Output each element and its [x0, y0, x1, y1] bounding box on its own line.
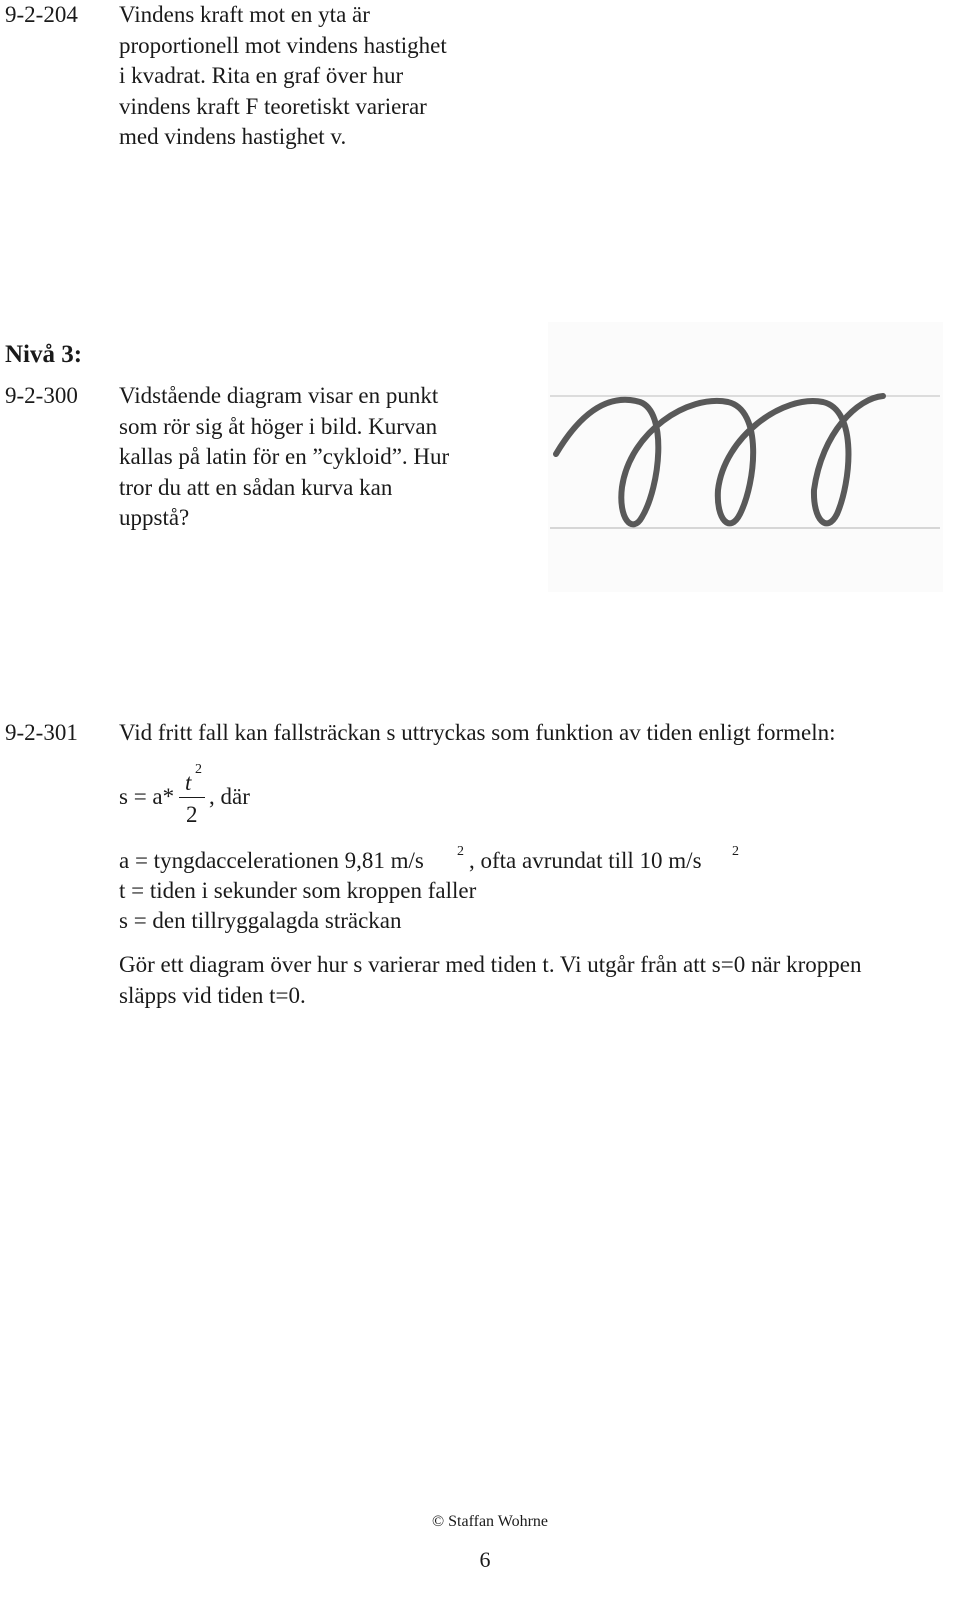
cycloid-sketch: [548, 322, 943, 592]
exercise-300-line: som rör sig åt höger i bild. Kurvan: [119, 413, 438, 439]
exercise-300-line: uppstå?: [119, 505, 190, 530]
definition-a-exponent-2: 2: [732, 844, 739, 859]
exercise-300-line: Vidstående diagram visar en punkt: [119, 383, 439, 408]
definition-a-main: a = tyngdaccelerationen 9,81 m/s: [119, 848, 424, 873]
exercise-204-line: i kvadrat. Rita en graf över hur: [119, 63, 404, 88]
definition-s: s = den tillryggalagda sträckan: [119, 908, 402, 933]
definition-a-rest: [469, 846, 702, 877]
formula-exponent: 2: [195, 762, 202, 777]
exercise-301-task-line: Gör ett diagram över hur s varierar med tiden t. Vi utgår från att s=0 när kroppen: [119, 952, 862, 977]
page-number: 6: [479, 1547, 491, 1572]
definition-a: [119, 846, 424, 877]
fraction-bar: [179, 797, 205, 798]
level-heading: Nivå 3:: [5, 341, 83, 368]
exercise-204-line: vindens kraft F teoretiskt varierar: [119, 93, 427, 119]
exercise-204-line: Vindens kraft mot en yta är: [119, 2, 370, 27]
definition-t: t = tiden i sekunder som kroppen faller: [119, 878, 477, 903]
formula-numerator: t: [185, 770, 192, 795]
exercise-300-line: kallas på latin för en ”cykloid”. Hur: [119, 444, 450, 469]
exercise-301-intro: [119, 718, 836, 749]
exercise-300-text: [119, 381, 449, 534]
exercise-204-line: med vindens hastighet v.: [119, 124, 347, 149]
exercise-301-task-line: släpps vid tiden t=0.: [119, 982, 306, 1008]
formula-suffix: , där: [209, 784, 250, 809]
exercise-number-301: 9-2-301: [5, 720, 78, 745]
exercise-number-204: 9-2-204: [5, 2, 78, 27]
exercise-number-300: 9-2-300: [5, 383, 78, 408]
formula-lhs: s = a*: [119, 784, 175, 809]
formula-denominator: 2: [186, 802, 198, 827]
free-fall-formula: [119, 762, 319, 838]
copyright-notice: © Staffan Wohrne: [431, 1513, 549, 1530]
definition-a-mid: , ofta avrundat till 10 m/s: [469, 848, 702, 873]
sketch-background: [548, 322, 943, 592]
definition-a-exponent-1: 2: [457, 844, 464, 859]
exercise-301-intro-text: Vid fritt fall kan fallsträckan s uttryckas som funktion av tiden enligt formeln:: [119, 720, 836, 745]
exercise-300-line: tror du att en sådan kurva kan: [119, 474, 393, 500]
exercise-301-task: [119, 950, 861, 1011]
exercise-204-text: [119, 0, 447, 153]
exercise-204-line: proportionell mot vindens hastighet: [119, 32, 447, 58]
